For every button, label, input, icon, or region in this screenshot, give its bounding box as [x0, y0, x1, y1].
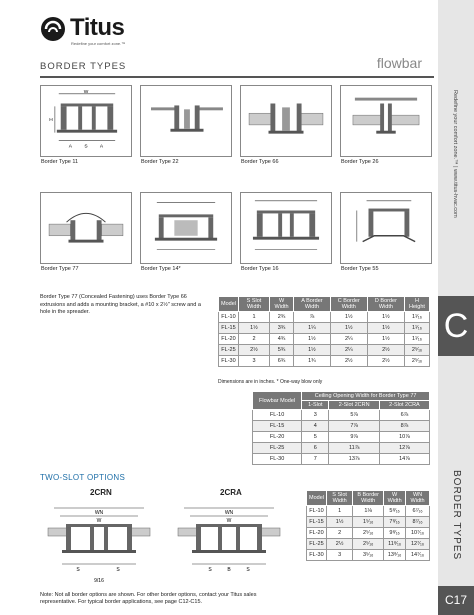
cell: FL-20 — [219, 334, 239, 345]
titus-swirl-icon — [40, 16, 66, 42]
bottom-note: Note: Not all border options are shown. For other border options, contact your Titus sales representative. For typical border applications, see page C12-C15. — [40, 592, 257, 605]
cell: 1 — [326, 506, 352, 517]
cell: 5¾ — [270, 345, 294, 356]
cell: 3¾ — [270, 323, 294, 334]
border-77-note: Border Type 77 (Concealed Fastening) uses Border Type 66 extrusions and adds a mounting bracket, a #10 x 2½" screw and a hole in the spreader. — [40, 294, 201, 315]
cell: FL-10 — [307, 506, 327, 517]
cell: FL-15 — [307, 517, 327, 528]
section-title: BORDER TYPES — [40, 61, 127, 72]
diagram-label: Border Type 11 — [41, 159, 79, 165]
cell: FL-30 — [307, 550, 327, 561]
cell: 1½ — [367, 323, 404, 334]
cell: 3 — [326, 550, 352, 561]
cell: 1¹⁄₁₆ — [404, 323, 429, 334]
diagram-border-type-16 — [240, 192, 332, 264]
brand-tagline: Redefine your comfort zone.™ — [71, 41, 126, 46]
cell: 3 — [238, 356, 269, 367]
cell: 2 — [238, 334, 269, 345]
cell: FL-10 — [219, 312, 239, 323]
label-2cra: 2CRA — [220, 488, 242, 497]
cell: 1¹⁄₁₆ — [404, 312, 429, 323]
cell: 3⁵⁄₁₆ — [353, 550, 384, 561]
diagram-label: Border Type 77 — [41, 266, 79, 272]
dim-s: S — [208, 567, 212, 573]
dim-s-2: S — [246, 567, 250, 573]
cell: 1½ — [294, 334, 331, 345]
cell: 14⁷⁄₁₆ — [406, 550, 430, 561]
table-row — [307, 528, 430, 539]
cell: 1⅛ — [353, 506, 384, 517]
table-row — [253, 410, 430, 421]
cell: 1¼ — [294, 323, 331, 334]
cell: 2½ — [238, 345, 269, 356]
col-h-height: H Height — [404, 297, 429, 312]
dim-w: W — [226, 518, 232, 524]
table-row — [307, 506, 430, 517]
diagram-label: Border Type 55 — [341, 266, 379, 272]
dim-wn: WN — [224, 510, 234, 516]
cell: 10⁷⁄₁₆ — [406, 528, 430, 539]
table-row — [253, 443, 430, 454]
diagram-border-type-22 — [140, 85, 232, 157]
cell: 1½ — [238, 323, 269, 334]
table-row — [307, 517, 430, 528]
cell: 2⁵⁄₁₆ — [353, 528, 384, 539]
cell: 10⅞ — [379, 432, 429, 443]
cell: 4¾ — [270, 334, 294, 345]
dim-9-16: 9/16 — [94, 578, 104, 584]
sidebar-section-name: BORDER TYPES — [451, 470, 462, 561]
cell: 2½ — [367, 356, 404, 367]
diagram-border-type-14 — [140, 192, 232, 264]
col-d-border-width: D Border Width — [367, 297, 404, 312]
cell: 13⁸⁄₁₆ — [384, 550, 406, 561]
dim-a-2: A — [99, 144, 104, 150]
cell: 2 — [326, 528, 352, 539]
table-row — [253, 432, 430, 443]
brand-name: Titus — [70, 14, 125, 41]
cell: FL-25 — [253, 443, 302, 454]
col-c-border-width: C Border Width — [330, 297, 367, 312]
cell: FL-25 — [307, 539, 327, 550]
col-2-slot-2crn: 2-Slot 2CRN — [329, 401, 379, 410]
table-row — [219, 334, 430, 345]
cell: 1½ — [326, 517, 352, 528]
col-s-slot-width: S Slot Width — [326, 491, 352, 506]
header-divider — [40, 76, 434, 78]
table-row — [219, 345, 430, 356]
cell: 8⁷⁄₁₆ — [406, 517, 430, 528]
cell: 1⁵⁄₁₆ — [353, 517, 384, 528]
cell: 12⅞ — [379, 443, 429, 454]
cell: 14⅞ — [379, 454, 429, 465]
cell: 1 — [238, 312, 269, 323]
dim-s: S — [84, 144, 88, 150]
cell: 2⁵⁄₁₆ — [404, 345, 429, 356]
dim-w: W — [96, 518, 102, 524]
cell: FL-20 — [253, 432, 302, 443]
table-row — [253, 421, 430, 432]
col-wn-width: WN Width — [406, 491, 430, 506]
cell: FL-30 — [219, 356, 239, 367]
cell: FL-15 — [253, 421, 302, 432]
cell: 2½ — [367, 345, 404, 356]
col-model: Model — [307, 491, 327, 506]
table-header-row — [253, 392, 430, 401]
sidebar-tagline: Redefine your comfort zone.™ | www.titus-hvac.com — [452, 90, 458, 218]
cell: 1¹⁄₁₆ — [404, 334, 429, 345]
diagram-label: Border Type 22 — [141, 159, 179, 165]
table-row — [219, 312, 430, 323]
table-row — [253, 454, 430, 465]
cell: 6 — [302, 443, 329, 454]
table-row — [219, 356, 430, 367]
diagram-2crn — [40, 498, 158, 586]
titus-logo — [40, 14, 190, 54]
diagram-label: Border Type 14* — [141, 266, 181, 272]
diagram-label: Border Type 66 — [241, 159, 279, 165]
dim-wn: WN — [94, 510, 104, 516]
table-row — [219, 323, 430, 334]
cell: 2½ — [330, 356, 367, 367]
cell: FL-15 — [219, 323, 239, 334]
col-a-border-width: A Border Width — [294, 297, 331, 312]
cell: 5⁸⁄₁₆ — [384, 506, 406, 517]
dim-h: H — [49, 118, 53, 123]
cell: 2¾ — [270, 312, 294, 323]
col-s-slot-width: S Slot Width — [238, 297, 269, 312]
diagram-border-type-26 — [340, 85, 432, 157]
section-letter-tab: C — [438, 296, 474, 356]
cell: 2⁵⁄₁₆ — [353, 539, 384, 550]
cell: 11⁸⁄₁₆ — [384, 539, 406, 550]
two-slot-table — [306, 490, 430, 561]
dim-a: A — [68, 144, 73, 150]
label-2crn: 2CRN — [90, 488, 112, 497]
col-1-slot: 1-Slot — [302, 401, 329, 410]
table-row — [307, 550, 430, 561]
cell: FL-30 — [253, 454, 302, 465]
cell: 6¾ — [270, 356, 294, 367]
col-model: Model — [219, 297, 239, 312]
cell: 1½ — [330, 323, 367, 334]
col-b-border-width: B Border Width — [353, 491, 384, 506]
diagram-label: Border Type 26 — [341, 159, 379, 165]
cell: 2¼ — [330, 334, 367, 345]
cell: 9⁸⁄₁₆ — [384, 528, 406, 539]
dim-w: W — [83, 89, 89, 95]
col-w-width: W Width — [384, 491, 406, 506]
diagram-border-type-55 — [340, 192, 432, 264]
cell: 1¾ — [294, 356, 331, 367]
page-number: C17 — [438, 586, 474, 615]
cell: 1½ — [367, 312, 404, 323]
diagram-border-type-11 — [40, 85, 132, 157]
table-header-row — [219, 297, 430, 312]
cell: 5⅞ — [329, 410, 379, 421]
cell: FL-25 — [219, 345, 239, 356]
cell: 6⁷⁄₁₆ — [406, 506, 430, 517]
table-header-row — [307, 491, 430, 506]
two-slot-options-title: TWO-SLOT OPTIONS — [40, 473, 126, 482]
col-ceiling-opening-group: Ceiling Opening Width for Border Type 77 — [302, 392, 430, 401]
diagram-border-type-77 — [40, 192, 132, 264]
cell: 2¼ — [330, 345, 367, 356]
cell: 4 — [302, 421, 329, 432]
cell: 11⅞ — [329, 443, 379, 454]
cell: 2⁵⁄₁₆ — [404, 356, 429, 367]
ceiling-opening-table — [252, 391, 430, 465]
dimensions-note: Dimensions are in inches. * One-way blow only — [218, 379, 323, 385]
diagram-label: Border Type 16 — [241, 266, 279, 272]
dim-s: S — [76, 567, 80, 573]
cell: 2½ — [326, 539, 352, 550]
col-2-slot-2cra: 2-Slot 2CRA — [379, 401, 429, 410]
dimensions-table — [218, 296, 430, 367]
diagram-border-type-66 — [240, 85, 332, 157]
col-flowbar-model: Flowbar Model — [253, 392, 302, 410]
cell: 1½ — [294, 345, 331, 356]
cell: 8⅞ — [379, 421, 429, 432]
dim-s-2: S — [116, 567, 120, 573]
cell: 3 — [302, 410, 329, 421]
cell: 7 — [302, 454, 329, 465]
cell: 5 — [302, 432, 329, 443]
cell: FL-20 — [307, 528, 327, 539]
cell: 7⅞ — [329, 421, 379, 432]
cell: FL-10 — [253, 410, 302, 421]
cell: 9⅞ — [329, 432, 379, 443]
cell: 1½ — [367, 334, 404, 345]
table-row — [307, 539, 430, 550]
cell: 13⅞ — [329, 454, 379, 465]
cell: 6⅞ — [379, 410, 429, 421]
diagram-2cra — [170, 498, 288, 586]
col-w-width: W Width — [270, 297, 294, 312]
dim-b: B — [227, 567, 231, 573]
cell: 7⁸⁄₁₆ — [384, 517, 406, 528]
product-name: flowbar — [376, 55, 422, 71]
cell: 1½ — [330, 312, 367, 323]
cell: 12⁷⁄₁₆ — [406, 539, 430, 550]
cell: ⅞ — [294, 312, 331, 323]
